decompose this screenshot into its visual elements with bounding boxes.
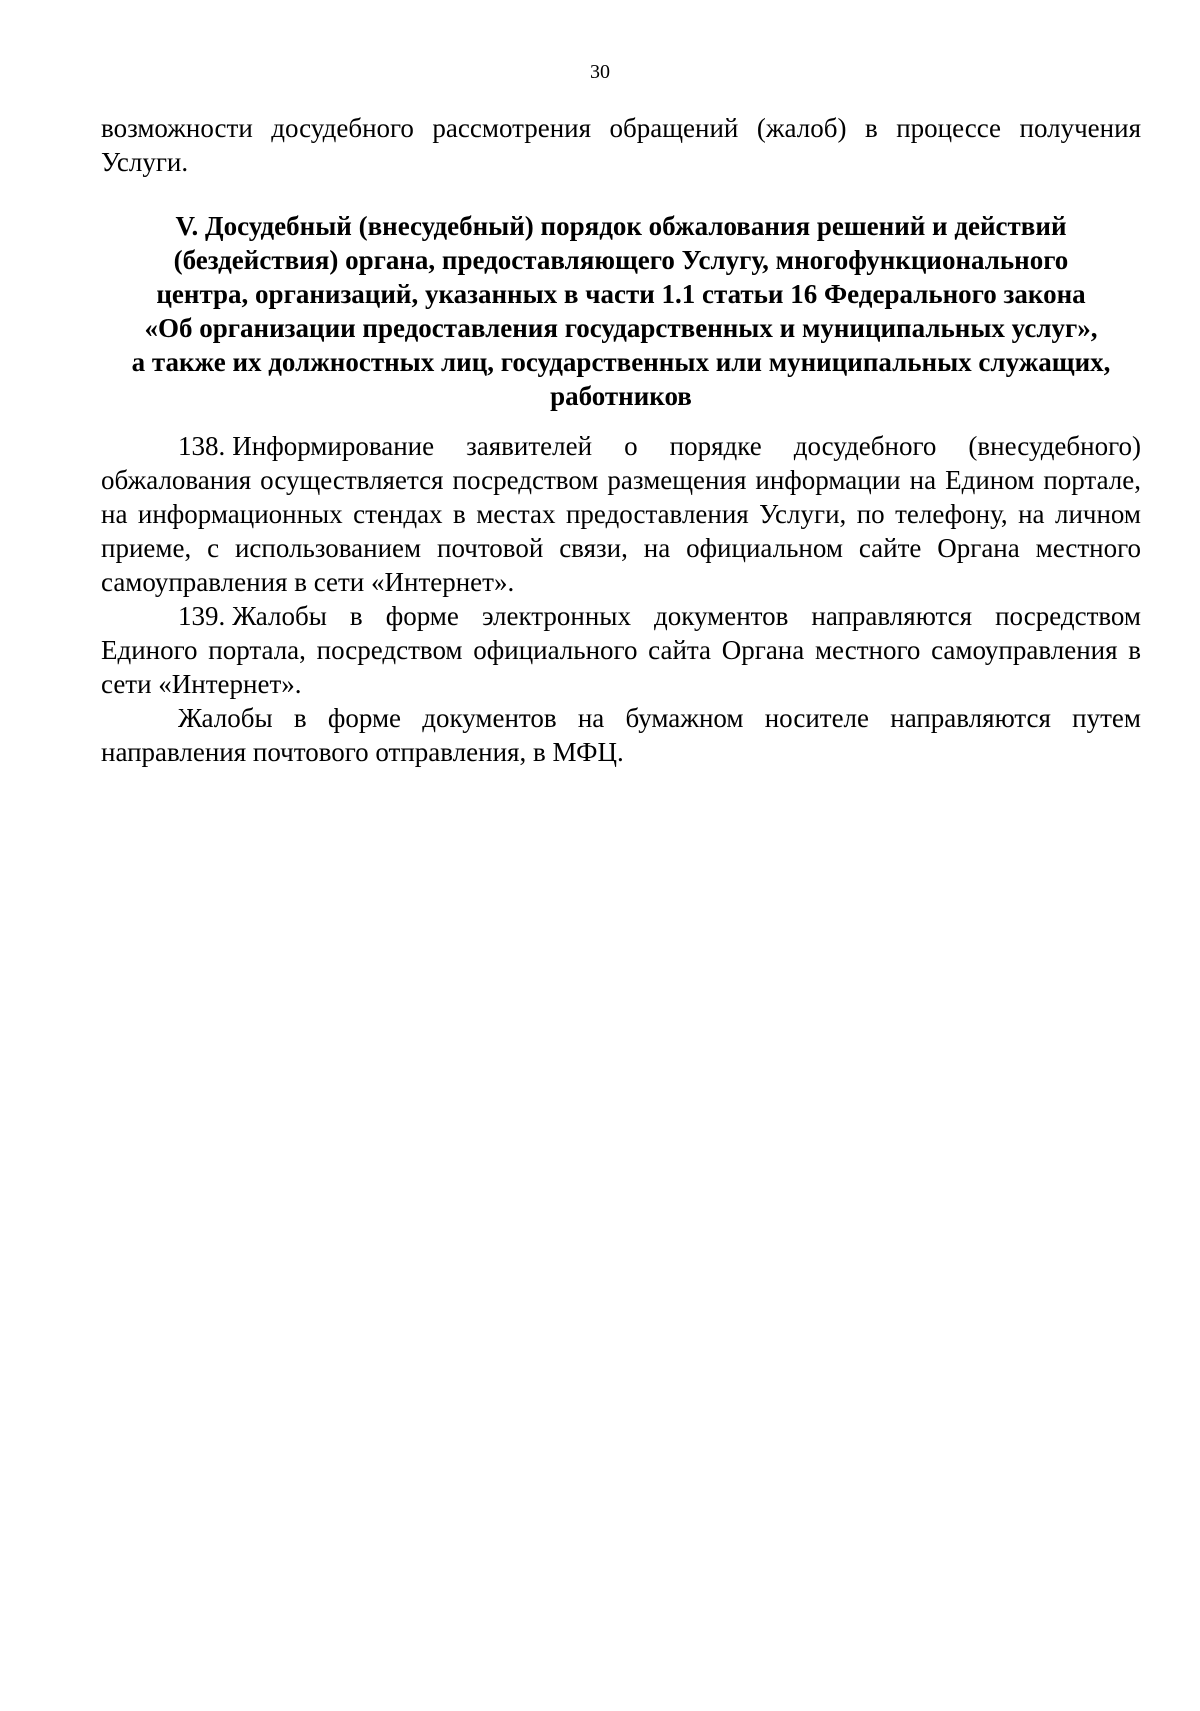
section-heading-line: центра, организаций, указанных в части 1.1 статьи 16 Федерального закона [156,279,1086,309]
paragraph-text: Жалобы в форме документов на бумажном носителе направляются путем направления почтового отправления, в МФЦ. [101,703,1141,767]
paragraph-text: Жалобы в форме электронных документов направляются посредством Единого портала, посредством официального сайта Органа местного самоуправления в сети «Интернет». [101,601,1141,699]
paragraph-paper-complaints [101,701,1141,769]
section-heading [101,209,1141,413]
section-heading-line: работников [550,381,692,411]
section-heading-line: а также их должностных лиц, государственных или муниципальных служащих, [131,347,1111,377]
paragraph-number: 139. [178,601,226,631]
paragraph-number: 138. [178,431,226,461]
paragraph-138 [101,429,1141,599]
section-heading-line: V. Досудебный (внесудебный) порядок обжалования решений и действий [175,211,1067,241]
section-body [101,429,1141,769]
intro-paragraph: возможности досудебного рассмотрения обращений (жалоб) в процессе получения Услуги. [101,113,1141,177]
paragraph-139 [101,599,1141,701]
paragraph-text: Информирование заявителей о порядке досудебного (внесудебного) обжалования осуществляется посредством размещения информации на Едином портале, на информационных стендах в местах предоставления Услуги, по телефону, на личном приеме, с использованием почтовой связи, на официальном сайте Органа местного самоуправления в сети «Интернет». [101,431,1141,597]
section-heading-line: (бездействия) органа, предоставляющего Услугу, многофункционального [173,245,1069,275]
page-number: 30 [590,61,610,83]
section-heading-line: «Об организации предоставления государственных и муниципальных услуг», [144,313,1098,343]
